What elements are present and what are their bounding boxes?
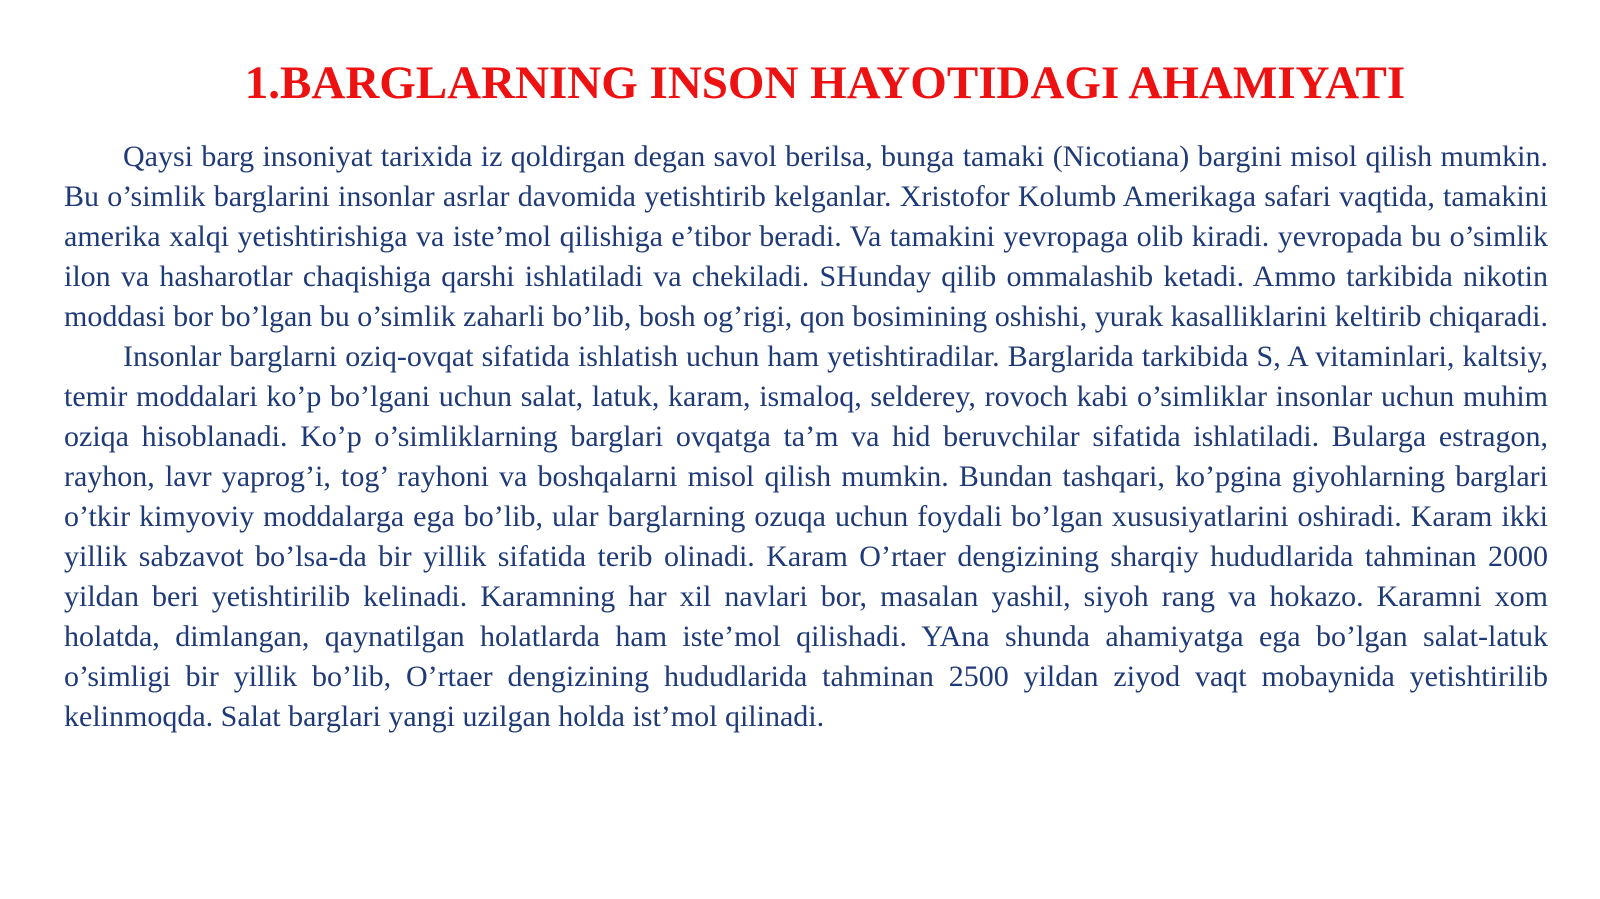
paragraph-food-leaves: Insonlar barglarni oziq-ovqat sifatida ishlatish uchun ham yetishtiradilar. Barglarida tarkibida S, A vitaminlari, kaltsiy, temir moddalari ko’p bo’lgani uchun salat, latuk, karam, ismaloq, selderey, rovoch kabi o’simliklar insonlar uchun muhim oziqa hisoblanadi. Ko’p o’simliklarning barglari ovqatga ta’m va hid beruvchilar sifatida ishlatiladi. Bularga estragon, rayhon, lavr yaprog’i, tog’ rayhoni va boshqalarni misol qilish mumkin. Bundan tashqari, ko’pgina giyohlarning barglari o’tkir kimyoviy moddalarga ega bo’lib, ular barglarning ozuqa uchun foydali bo’lgan xususiyatlarini oshiradi. Karam ikki yillik sabzavot bo’lsa-da bir yillik sifatida terib olinadi. Karam O’rtaer dengizining sharqiy hududlarida tahminan 2000 yildan beri yetishtirilib kelinadi. Karamning har xil navlari bor, masalan yashil, siyoh rang va hokazo. Karamni xom holatda, dimlangan, qaynatilgan holatlarda ham iste’mol qilishadi. YAna shunda ahamiyatga ega bo’lgan salat-latuk o’simligi bir yillik bo’lib, O’rtaer dengizining hududlarida tahminan 2500 yildan ziyod vaqt mobaynida yetishtirilib kelinmoqda. Salat barglari yangi uzilgan holda ist’mol qilinadi. xyxy=(64,340,1548,733)
paragraph-tobacco: Qaysi barg insoniyat tarixida iz qoldirgan degan savol berilsa, bunga tamaki (Nicotiana) bargini misol qilish mumkin. Bu o’simlik barglarini insonlar asrlar davomida yetishtirib kelganlar. Xristofor Kolumb Amerikaga safari vaqtida, tamakini amerika xalqi yetishtirishiga va iste’mol qilishiga e’tibor beradi. Va tamakini yevropaga olib kiradi. yevropada bu o’simlik ilon va hasharotlar chaqishiga qarshi ishlatiladi va chekiladi. SHunday qilib ommalashib ketadi. Ammo tarkibida nikotin moddasi bor bo’lgan bu o’simlik zaharli bo’lib, bosh og’rigi, qon bosimining oshishi, yurak kasalliklarini keltirib chiqaradi. xyxy=(64,140,1548,333)
slide-body xyxy=(64,137,1548,737)
slide-title: 1.BARGLARNING INSON HAYOTIDAGI AHAMIYATI xyxy=(244,57,1406,109)
